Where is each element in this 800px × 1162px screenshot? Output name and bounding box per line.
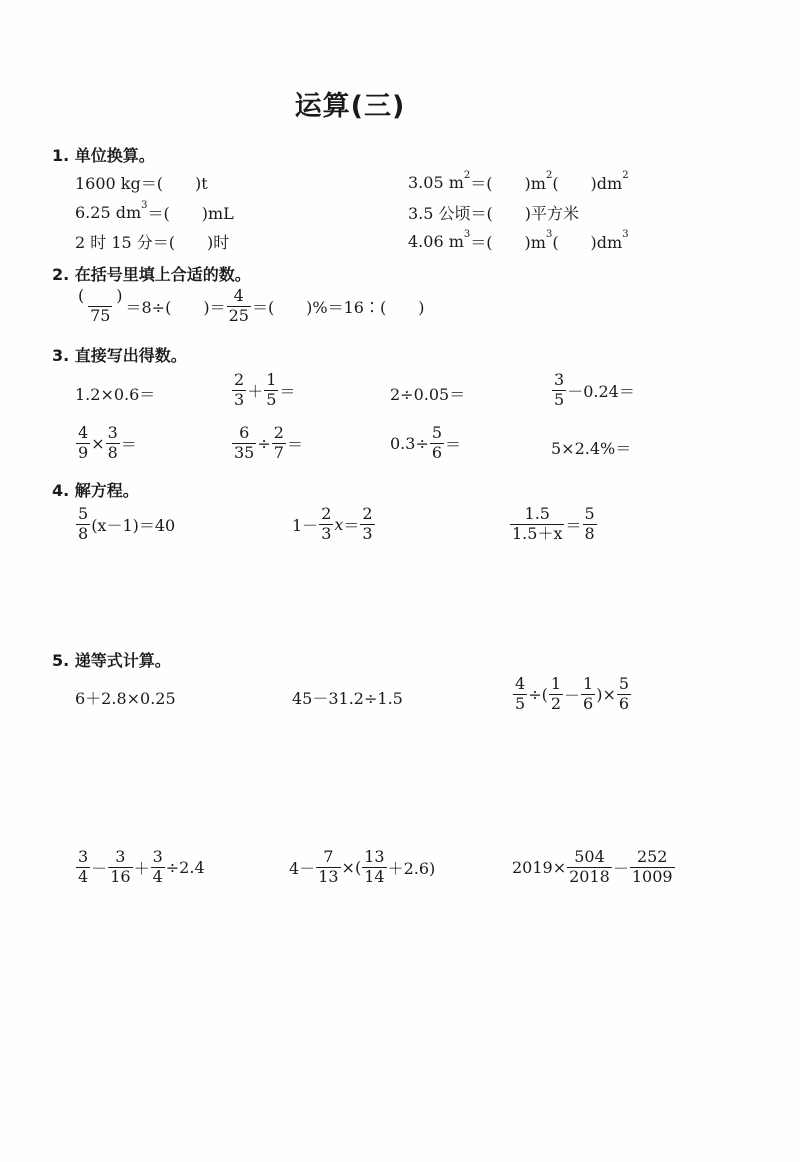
s3-problem-a xyxy=(75,382,155,405)
math-text: 4－ xyxy=(289,858,316,878)
fraction-denominator: 4 xyxy=(152,866,163,886)
fraction xyxy=(319,506,333,543)
fraction-numerator: 252 xyxy=(636,847,668,866)
s1-problem-d xyxy=(408,201,579,224)
fraction xyxy=(106,425,120,462)
s3-problem-d xyxy=(551,372,635,409)
fraction xyxy=(630,849,675,886)
fraction xyxy=(583,506,597,543)
fraction-denominator: 8 xyxy=(584,523,595,543)
s2-problem xyxy=(75,288,424,325)
fraction xyxy=(567,849,612,886)
fraction-numerator: 5 xyxy=(431,423,443,442)
fraction-denominator: 3 xyxy=(234,389,245,409)
fraction xyxy=(227,288,251,325)
math-text: 2÷0.05＝ xyxy=(390,385,466,404)
math-text: ＋ xyxy=(133,858,150,878)
s1-problem-b xyxy=(408,171,629,194)
fraction-denominator: 8 xyxy=(107,442,118,462)
fraction-numerator: 5 xyxy=(584,504,595,523)
s3-problem-f xyxy=(231,425,303,462)
math-text: ÷( xyxy=(528,684,548,704)
fraction-numerator: 2 xyxy=(234,370,245,389)
fraction-numerator: ( ) xyxy=(78,286,123,305)
math-text: ＝ xyxy=(286,434,303,454)
section-heading-2: 2. 在括号里填上合适的数。 xyxy=(52,265,251,284)
s4-equation-a xyxy=(75,506,175,543)
math-text: 1.2×0.6＝ xyxy=(75,385,156,404)
fraction xyxy=(581,676,595,713)
math-text: － xyxy=(91,858,108,878)
s5-problem-f xyxy=(512,849,676,886)
fraction-denominator: 6 xyxy=(431,442,443,462)
section-heading-1: 1. 单位换算。 xyxy=(52,146,155,165)
fraction-denominator: 5 xyxy=(554,389,565,409)
math-text: ＝( )m xyxy=(470,174,546,193)
math-text: 2019× xyxy=(512,857,567,877)
fraction-numerator: 6 xyxy=(239,423,250,442)
math-text: －0.24＝ xyxy=(567,381,635,401)
math-text: 45－31.2÷1.5 xyxy=(292,689,403,708)
math-text: ＝ xyxy=(565,515,582,535)
fraction-numerator: 3 xyxy=(78,847,89,866)
math-text: ＝ xyxy=(279,381,296,401)
math-text: )× xyxy=(596,684,616,704)
s5-problem-c xyxy=(512,676,632,713)
fraction xyxy=(513,676,527,713)
fraction-denominator: 1009 xyxy=(631,866,673,886)
fraction-numerator: 3 xyxy=(152,847,163,866)
fraction-numerator: 5 xyxy=(78,504,89,523)
fraction-numerator: 13 xyxy=(364,847,385,866)
fraction-denominator: 7 xyxy=(273,442,284,462)
fraction xyxy=(362,849,386,886)
fraction-denominator: 25 xyxy=(228,305,249,325)
fraction-numerator: 3 xyxy=(115,847,126,866)
math-text: 6.25 dm xyxy=(75,203,142,222)
s5-problem-b xyxy=(292,686,403,709)
fraction xyxy=(76,425,90,462)
fraction xyxy=(316,849,340,886)
fraction-numerator: 1 xyxy=(266,370,277,389)
fraction-numerator: 504 xyxy=(574,847,605,866)
fraction-denominator: 75 xyxy=(90,305,111,325)
math-text: － xyxy=(612,858,629,878)
page-title: 运算(三) xyxy=(294,91,406,122)
fraction xyxy=(151,849,165,886)
math-text: ＋ xyxy=(247,381,264,401)
fraction-numerator: 5 xyxy=(618,674,630,693)
s1-problem-f xyxy=(408,230,629,253)
fraction xyxy=(76,849,90,886)
math-text: ( )dm xyxy=(552,174,623,193)
exponent: 3 xyxy=(622,229,629,240)
fraction-denominator: 5 xyxy=(266,389,277,409)
s1-problem-c xyxy=(75,201,234,224)
fraction xyxy=(76,506,90,543)
s5-problem-d xyxy=(75,849,205,886)
math-text: ＝ xyxy=(120,434,137,454)
s5-problem-a xyxy=(75,686,176,709)
fraction-numerator: 1 xyxy=(583,674,594,693)
fraction xyxy=(360,506,374,543)
fraction-denominator: 8 xyxy=(78,523,89,543)
exponent: 2 xyxy=(545,170,553,181)
s4-equation-b xyxy=(292,506,376,543)
math-text: 1－ xyxy=(292,515,319,535)
math-text: 3.05 m xyxy=(408,173,464,192)
math-text: 1600 kg＝( )t xyxy=(75,174,208,193)
math-text: ＝( )%＝16∶( ) xyxy=(251,297,425,317)
fraction-numerator: 3 xyxy=(554,370,565,389)
math-text: × xyxy=(91,433,105,453)
s1-problem-e xyxy=(75,230,229,253)
fraction xyxy=(76,288,125,325)
math-text: (x－1)＝40 xyxy=(91,515,176,535)
fraction-denominator: 4 xyxy=(78,866,89,886)
fraction xyxy=(549,676,563,713)
math-text: 6＋2.8×0.25 xyxy=(75,689,176,708)
s4-equation-c xyxy=(509,506,598,543)
fraction-denominator: 14 xyxy=(364,866,385,886)
math-text: 0.3÷ xyxy=(390,433,429,453)
math-text: ( )dm xyxy=(552,233,623,252)
math-text: ＝( )m xyxy=(470,233,546,252)
s3-problem-b xyxy=(231,372,295,409)
math-text: － xyxy=(564,685,581,705)
s3-problem-h xyxy=(551,436,631,459)
fraction-numerator: 1 xyxy=(550,674,562,693)
fraction-denominator: 2018 xyxy=(569,866,610,886)
fraction xyxy=(264,372,278,409)
math-text: ＋2.6) xyxy=(387,858,436,878)
s3-problem-g xyxy=(390,425,461,462)
s5-problem-e xyxy=(289,849,435,886)
fraction xyxy=(232,372,246,409)
math-text: ＝ xyxy=(343,515,360,535)
fraction-numerator: 7 xyxy=(323,847,334,866)
math-text: 5×2.4%＝ xyxy=(551,439,632,458)
exponent: 3 xyxy=(141,200,148,211)
fraction-denominator: 2 xyxy=(550,693,562,713)
math-text: ÷ xyxy=(257,433,271,453)
math-text: 2 时 15 分＝( )时 xyxy=(75,233,230,252)
fraction-denominator: 6 xyxy=(618,693,630,713)
exponent: 2 xyxy=(622,170,629,181)
section-heading-5: 5. 递等式计算。 xyxy=(52,651,171,670)
math-text: 4.06 m xyxy=(408,232,464,251)
math-text: 3.5 公顷＝( )平方米 xyxy=(408,204,580,223)
fraction xyxy=(272,425,286,462)
fraction xyxy=(232,425,256,462)
fraction-denominator: 1.5＋x xyxy=(512,523,563,543)
fraction xyxy=(108,849,132,886)
fraction xyxy=(617,676,631,713)
fraction-denominator: 5 xyxy=(515,693,526,713)
exponent: 3 xyxy=(463,229,471,240)
fraction-denominator: 35 xyxy=(234,442,255,462)
s1-problem-a xyxy=(75,171,208,194)
math-text: ÷2.4 xyxy=(165,857,205,877)
section-heading-4: 4. 解方程。 xyxy=(52,481,139,500)
fraction-numerator: 4 xyxy=(78,423,89,442)
fraction xyxy=(510,506,564,543)
fraction xyxy=(552,372,566,409)
fraction-denominator: 13 xyxy=(318,866,339,886)
fraction-numerator: 3 xyxy=(107,423,118,442)
fraction-numerator: 4 xyxy=(515,674,526,693)
exponent: 2 xyxy=(463,170,471,181)
section-heading-3: 3. 直接写出得数。 xyxy=(52,346,187,365)
fraction-denominator: 3 xyxy=(321,523,332,543)
s3-problem-e xyxy=(75,425,137,462)
math-text: x xyxy=(334,514,344,534)
fraction xyxy=(430,425,444,462)
fraction-numerator: 2 xyxy=(321,504,332,523)
s3-problem-c xyxy=(390,382,465,405)
fraction-denominator: 9 xyxy=(78,442,89,462)
fraction-numerator: 4 xyxy=(233,286,244,305)
fraction-numerator: 2 xyxy=(362,504,373,523)
exponent: 3 xyxy=(545,229,553,240)
math-text: ×( xyxy=(341,857,362,877)
fraction-numerator: 2 xyxy=(273,423,284,442)
math-text: ＝( )mL xyxy=(147,204,234,223)
math-text: ＝ xyxy=(445,434,462,454)
math-text: ＝8÷( )＝ xyxy=(125,297,226,317)
fraction-denominator: 3 xyxy=(362,523,373,543)
fraction-denominator: 16 xyxy=(110,866,131,886)
fraction-numerator: 1.5 xyxy=(524,504,550,523)
fraction-denominator: 6 xyxy=(583,693,594,713)
